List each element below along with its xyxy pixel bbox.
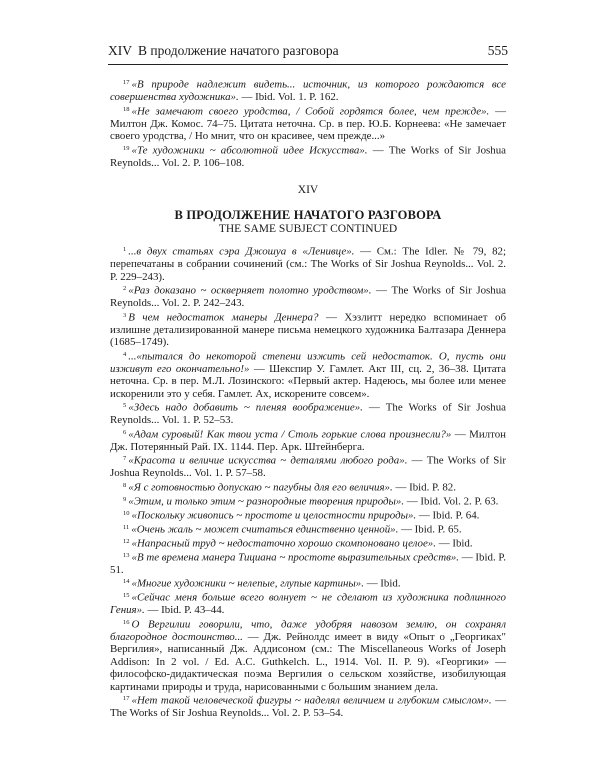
footnote-reference: — Ibid. — [435, 537, 473, 549]
footnote-reference: — Ibid. Vol. 1. P. 162. — [238, 91, 339, 103]
footnote-reference: — Ibid. Vol. 2. P. 63. — [404, 495, 499, 507]
footnote-reference: — Ibid. — [363, 577, 401, 590]
footnote — [110, 310, 506, 349]
footnote-quote: «Красота и величие искусства ~ деталями любого рода». — [128, 454, 408, 467]
footnote-quote: «Не замечают своего уродства, / Собой гордятся более, чем прежде». — [131, 105, 490, 117]
page-number: 555 — [487, 43, 508, 58]
footnote — [110, 550, 506, 577]
footnote-quote: «Поскольку живопись ~ простоте и целостности природы». — [131, 509, 417, 521]
footnote — [110, 480, 506, 494]
header-left — [108, 42, 339, 60]
header-chapter: XIV — [108, 43, 132, 58]
footnote-reference: — Ibid. P. 64. — [416, 509, 480, 521]
footnote-number: 7 — [123, 455, 127, 462]
footnote-quote: «В природе надлежит видеть... источник, из которого рождаются все совершенства художника». — [110, 78, 506, 103]
footnote — [110, 576, 506, 590]
footnote-reference: — См.: The Idler. № 79, 82; перепечатаны в собрании сочинений (см.: The Works of Sir Joshua Reynolds... Vol. 2. P. 229–243). — [110, 245, 506, 283]
footnote — [110, 427, 506, 454]
footnote-reference: — The Works of Sir Joshua Reynolds... Vol. 1. P. 57–58. — [110, 454, 506, 479]
footnote-reference: — Ibid. P. 82. — [392, 481, 456, 493]
footnote-number: 17 — [123, 695, 130, 702]
footnote-quote: В чем недостаток манеры Деннера? — [128, 311, 319, 323]
footnote — [110, 522, 506, 536]
footnote-number: 9 — [123, 495, 127, 503]
running-header — [108, 42, 508, 65]
footnote — [110, 283, 506, 310]
footnote-number: 1 — [123, 246, 127, 253]
footnote-quote: «Я с готовностью допускаю ~ пагубны для его величия». — [128, 481, 393, 493]
footnote-number: 18 — [123, 105, 130, 113]
footnote-quote: «Очень жаль ~ может считаться единственно ценной». — [131, 523, 399, 535]
footnote-quote: О Вергилии говорили, что, даже удобряя навозом землю, он сохранял благородное достоинство... — [110, 618, 506, 643]
footnote-quote: «Напрасный труд ~ недостаточно хорошо скомпоновано целое». — [131, 537, 436, 549]
footnote-quote: «В те времена манера Тициана ~ простоте выразительных средств». — [131, 551, 460, 563]
footnote-number: 14 — [123, 578, 130, 585]
footnote-quote: «Адам суровый! Как твои уста / Столь горькие слова произнесли?» — [128, 428, 452, 440]
footnote — [110, 617, 506, 694]
footnote — [110, 590, 506, 617]
footnote-number: 16 — [123, 618, 130, 626]
footnote-number: 4 — [123, 350, 127, 358]
footnote-reference: — The Works of Sir Joshua Reynolds... Vol. 2. P. 53–54. — [110, 694, 506, 719]
footnote-reference: — Шекспир У. Гамлет. Акт III, сц. 2, 36–38. Цитата неточна. Ср. в пер. М.Л. Лозинского: «Первый актер. Надеюсь, мы более или менее искоренили это у себя. Гамлет. Ах, искорените совсем». — [110, 362, 506, 400]
section-numeral: XIV — [297, 184, 319, 196]
notes-main — [110, 244, 506, 720]
footnote-reference: — Хэзлитт нередко вспоминает об излишне детализированной манере письма немецкого художника Балтазара Деннера (1685–1749). — [110, 311, 506, 348]
notes-top — [110, 77, 506, 169]
footnote-quote: «Многие художники ~ нелепые, глупые картины». — [131, 577, 364, 590]
footnote-quote: ...в двух статьях сэра Джошуа в «Ленивце». — [128, 245, 355, 258]
footnote-reference: — The Works of Sir Joshua Reynolds... Vol. 1. P. 52–53. — [110, 401, 506, 426]
footnote-quote: «Раз доказано ~ оскверняет полотно уродством». — [128, 284, 372, 297]
header-title: В продолжение начатого разговора — [138, 43, 339, 58]
footnote-number: 11 — [123, 523, 130, 531]
footnote-quote: ...«пытался до некоторой степени изжить сей недостаток. О, пусть они изживут его окончательно!» — [110, 350, 506, 375]
footnote-quote: «Этим, и только этим ~ разнородные творения природы». — [128, 495, 405, 507]
footnote-number: 6 — [123, 428, 127, 436]
section-heading — [110, 183, 506, 236]
footnote — [110, 453, 506, 480]
footnote — [110, 349, 506, 401]
footnote-number: 19 — [123, 144, 130, 152]
footnote-reference: — Милтон Дж. Комос. 74–75. Цитата неточна. Ср. в пер. Ю.Б. Корнеева: «Не замечает своего уродства, / Но мнит, что он красивее, чем прежде...» — [110, 105, 506, 142]
footnote-reference: — Милтон Дж. Потерянный Рай. IX. 1144. Пер. Арк. Штейнберга. — [110, 428, 507, 453]
footnote — [110, 536, 506, 550]
footnote-number: 13 — [123, 551, 130, 559]
footnote — [110, 693, 506, 720]
footnote — [110, 104, 506, 143]
footnote-reference: — The Works of Sir Joshua Reynolds... Vol. 2. P. 106–108. — [110, 144, 506, 169]
section-title: В ПРОДОЛЖЕНИЕ НАЧАТОГО РАЗГОВОРА — [174, 208, 442, 222]
footnote-reference: — Ibid. P. 43–44. — [144, 604, 225, 616]
footnote-reference: — Дж. Рейнолдс имеет в виду «Опыт о „Георгиках" Вергилия», написанный Дж. Аддисоном (см.: The Miscellaneous Works of Joseph Addison: In 2 vol. / Ed. A.C. Guthkelch. L., 1914. Vol. II. P. 9). «Георгики» — философско-дидактическая поэма Вергилия о сельском хозяйстве, изобилующая картинами природы и труда, нарисованными с большим знанием дела. — [110, 630, 506, 693]
footnote — [110, 400, 506, 427]
footnote-quote: «Нет такой человеческой фигуры ~ наделял величием и глубоким смыслом». — [131, 694, 492, 707]
footnote-number: 2 — [123, 285, 127, 292]
footnote-reference: — Ibid. P. 51. — [110, 551, 506, 576]
footnote — [110, 508, 506, 522]
footnote-number: 12 — [123, 537, 130, 545]
footnote — [110, 494, 506, 508]
footnote-reference: — Ibid. P. 65. — [398, 523, 462, 535]
footnote — [110, 143, 506, 170]
footnote-quote: «Те художники ~ абсолютной идее Искусства». — [131, 144, 368, 156]
section-subtitle: THE SAME SUBJECT CONTINUED — [218, 223, 398, 235]
footnote — [110, 77, 506, 104]
footnote-reference: — The Works of Sir Joshua Reynolds... Vol. 2. P. 242–243. — [110, 284, 506, 309]
footnote-number: 17 — [123, 79, 130, 86]
footnote-number: 10 — [123, 509, 130, 517]
footnote-number: 15 — [123, 592, 130, 599]
footnote — [110, 244, 506, 283]
footnote-quote: «Здесь надо добавить ~ пленяя воображение». — [128, 401, 363, 414]
footnote-number: 3 — [123, 311, 127, 319]
footnote-quote: «Сейчас меня больше всего волнует ~ не сделают из художника подлинного Гения». — [110, 591, 506, 616]
footnote-number: 8 — [123, 481, 127, 489]
notes-body — [110, 77, 506, 720]
footnote-number: 5 — [123, 402, 127, 409]
